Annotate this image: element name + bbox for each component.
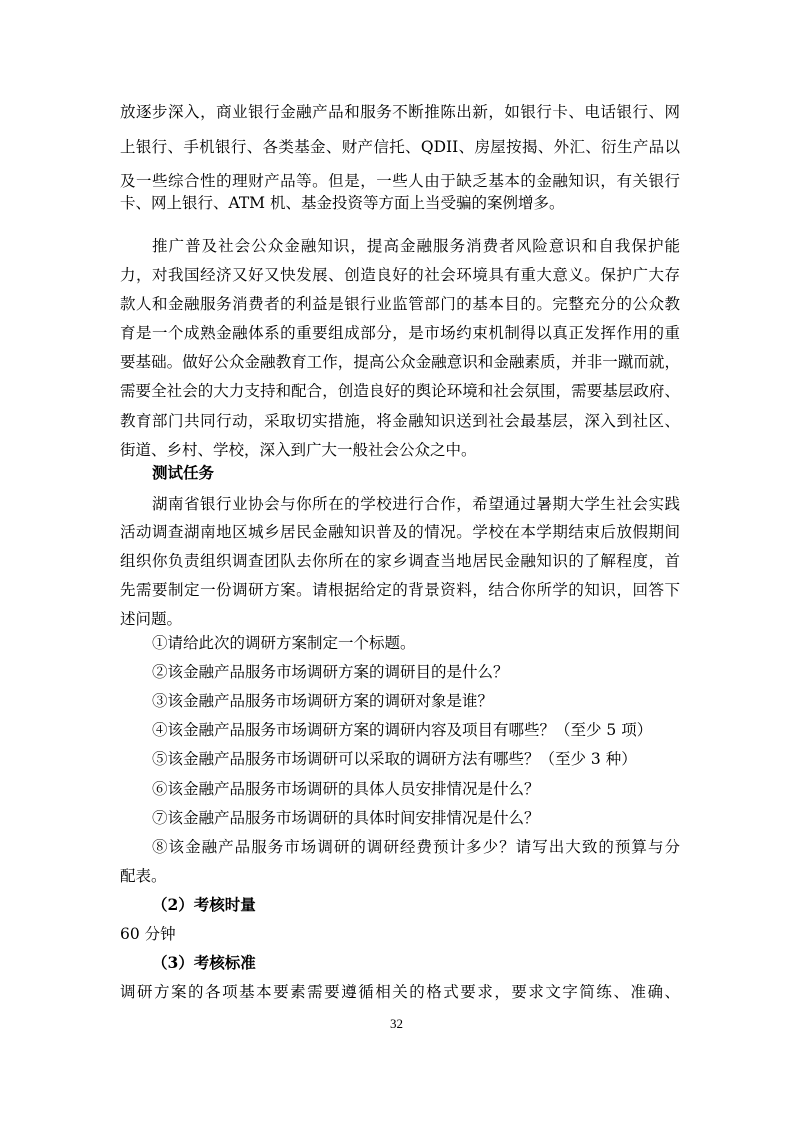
paragraph-line: 育是一个成熟金融体系的重要组成部分，是市场约束机制得以真正发挥作用的重 [120,324,680,342]
paragraph-line: 述问题。 [120,610,183,628]
paragraph-line: 组织你负责组织调查团队去你所在的家乡调查当地居民金融知识的了解程度，首 [120,552,680,570]
paragraph-line: 先需要制定一份调研方案。请根据给定的背景资料，结合你所学的知识，回答下 [120,581,680,599]
question-item: ⑤该金融产品服务市场调研可以采取的调研方法有哪些？（至少 3 种） [152,750,637,768]
task-heading: 测试任务 [152,463,215,482]
paragraph-line: 及一些综合性的理财产品等。但是，一些人由于缺乏基本的金融知识，有关银行 [120,172,680,190]
paragraph-line: 放逐步深入，商业银行金融产品和服务不断推陈出新，如银行卡、电话银行、网 [120,103,680,121]
paragraph-line: 需要全社会的大力支持和配合，创造良好的舆论环境和社会氛围，需要基层政府、 [120,382,680,400]
paragraph-line: 要基础。做好公众金融教育工作，提高公众金融意识和金融素质，并非一蹴而就， [120,353,680,371]
paragraph-line: 上银行、手机银行、各类基金、财产信托、QDII、房屋按揭、外汇、衍生产品以 [120,138,680,156]
question-continuation: 配表。 [120,867,167,885]
question-item: ⑦该金融产品服务市场调研的具体时间安排情况是什么？ [152,809,540,827]
paragraph-line: 力，对我国经济又好又快发展、创造良好的社会环境具有重大意义。保护广大存 [120,266,680,284]
question-item: ②该金融产品服务市场调研方案的调研目的是什么？ [152,663,509,681]
question-item: ⑧该金融产品服务市场调研的调研经费预计多少？请写出大致的预算与分 [152,838,680,856]
paragraph-line: 卡、网上银行、ATM 机、基金投资等方面上当受骗的案例增多。 [120,194,565,212]
paragraph-line: 教育部门共同行动，采取切实措施，将金融知识送到社会最基层，深入到社区、 [120,412,680,430]
section-heading: （2）考核时量 [152,895,256,914]
question-item: ①请给此次的调研方案制定一个标题。 [152,634,416,652]
paragraph-line: 湖南省银行业协会与你所在的学校进行合作，希望通过暑期大学生社会实践 [152,495,680,513]
question-item: ④该金融产品服务市场调研方案的调研内容及项目有哪些？（至少 5 项） [152,721,653,739]
paragraph-line: 活动调查湖南地区城乡居民金融知识普及的情况。学校在本学期结束后放假期间 [120,523,680,541]
section-body: 60 分钟 [120,925,176,943]
page-number: 32 [390,1016,403,1031]
question-item: ⑥该金融产品服务市场调研的具体人员安排情况是什么？ [152,780,540,798]
paragraph-line: 推广普及社会公众金融知识，提高金融服务消费者风险意识和自我保护能 [152,237,680,255]
question-item: ③该金融产品服务市场调研方案的调研对象是谁？ [152,692,494,710]
section-body: 调研方案的各项基本要素需要遵循相关的格式要求，要求文字简练、准确、 [120,983,680,1001]
section-heading: （3）考核标准 [152,953,256,972]
paragraph-line: 街道、乡村、学校，深入到广大一般社会公众之中。 [120,441,477,459]
paragraph-line: 款人和金融服务消费者的利益是银行业监管部门的基本目的。完整充分的公众教 [120,295,680,313]
